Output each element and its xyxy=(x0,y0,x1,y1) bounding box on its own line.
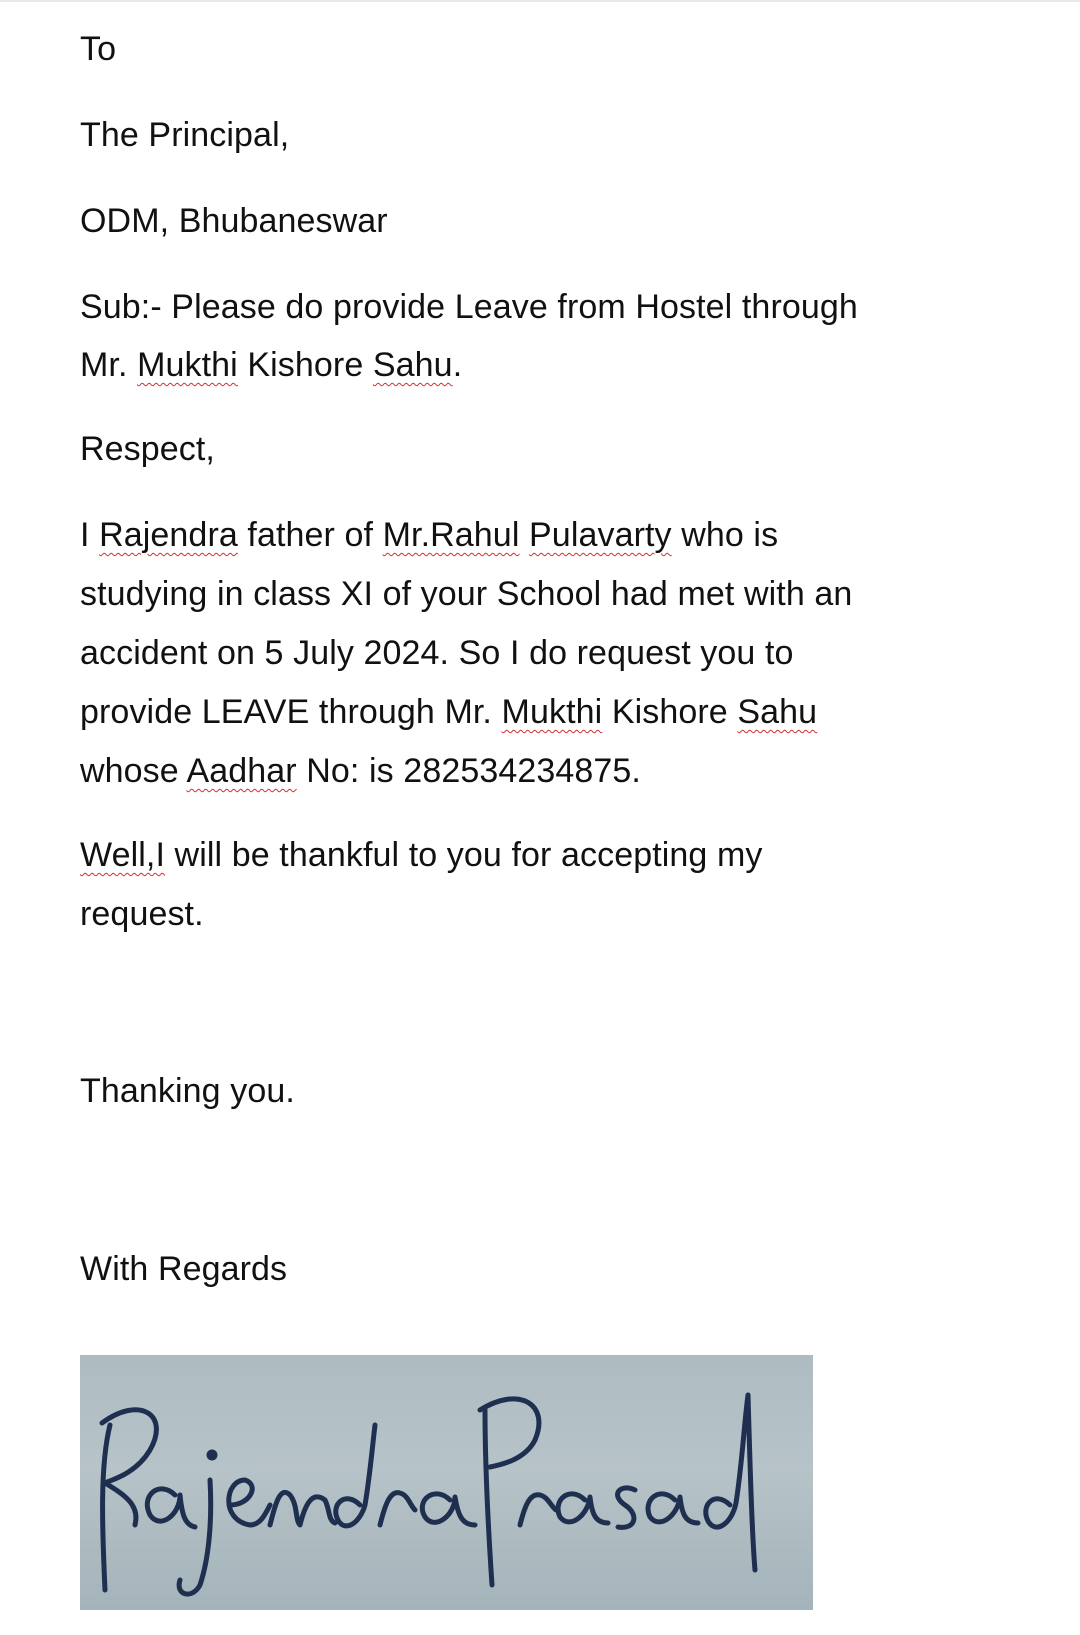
body-provide-leave: provide LEAVE through Mr. xyxy=(80,693,502,731)
body-mr-rahul: Mr.Rahul xyxy=(382,516,520,554)
body-name-sahu: Sahu xyxy=(737,693,818,731)
body-aadhar: Aadhar xyxy=(186,752,297,790)
closing-line-1 xyxy=(80,826,763,885)
body-whose: whose xyxy=(80,752,187,790)
recipient-title: The Principal, xyxy=(80,116,290,154)
body-kishore: Kishore xyxy=(602,693,738,731)
body-father-of: father of xyxy=(237,516,383,554)
body-line-3: accident on 5 July 2024. So I do request you to xyxy=(80,634,794,672)
body-name-mukthi: Mukthi xyxy=(501,693,603,731)
body-line-1 xyxy=(80,506,778,565)
body-line-4 xyxy=(80,683,817,742)
greeting: Respect, xyxy=(80,430,215,468)
body-pulavarty: Pulavarty xyxy=(529,516,672,554)
with-regards: With Regards xyxy=(80,1250,288,1288)
salutation-to: To xyxy=(80,30,117,68)
thanking-you: Thanking you. xyxy=(80,1072,295,1110)
recipient-org: ODM, Bhubaneswar xyxy=(80,202,388,240)
signature-image xyxy=(80,1355,813,1610)
subject-name-sahu: Sahu xyxy=(372,346,453,384)
body-line-5 xyxy=(80,742,641,801)
subject-line-2 xyxy=(80,336,462,395)
top-divider xyxy=(0,0,1080,2)
signature-drawing xyxy=(80,1355,813,1610)
subject-line-1: Sub:- Please do provide Leave from Hostel through xyxy=(80,288,858,326)
closing-thankful: will be thankful to you for accepting my xyxy=(165,836,763,874)
body-line-2: studying in class XI of your School had met with an xyxy=(80,575,853,613)
body-who-is: who is xyxy=(671,516,779,554)
body-i: I xyxy=(80,516,100,554)
subject-kishore: Kishore xyxy=(237,346,373,384)
subject-mr: Mr. xyxy=(80,346,138,384)
subject-period: . xyxy=(452,346,463,384)
closing-line-2: request. xyxy=(80,895,204,933)
body-space xyxy=(519,516,529,554)
closing-well: Well,I xyxy=(80,836,165,874)
body-aadhar-number: No: is 282534234875. xyxy=(296,752,641,790)
body-name-rajendra: Rajendra xyxy=(99,516,238,554)
subject-name-mukthi: Mukthi xyxy=(137,346,238,384)
